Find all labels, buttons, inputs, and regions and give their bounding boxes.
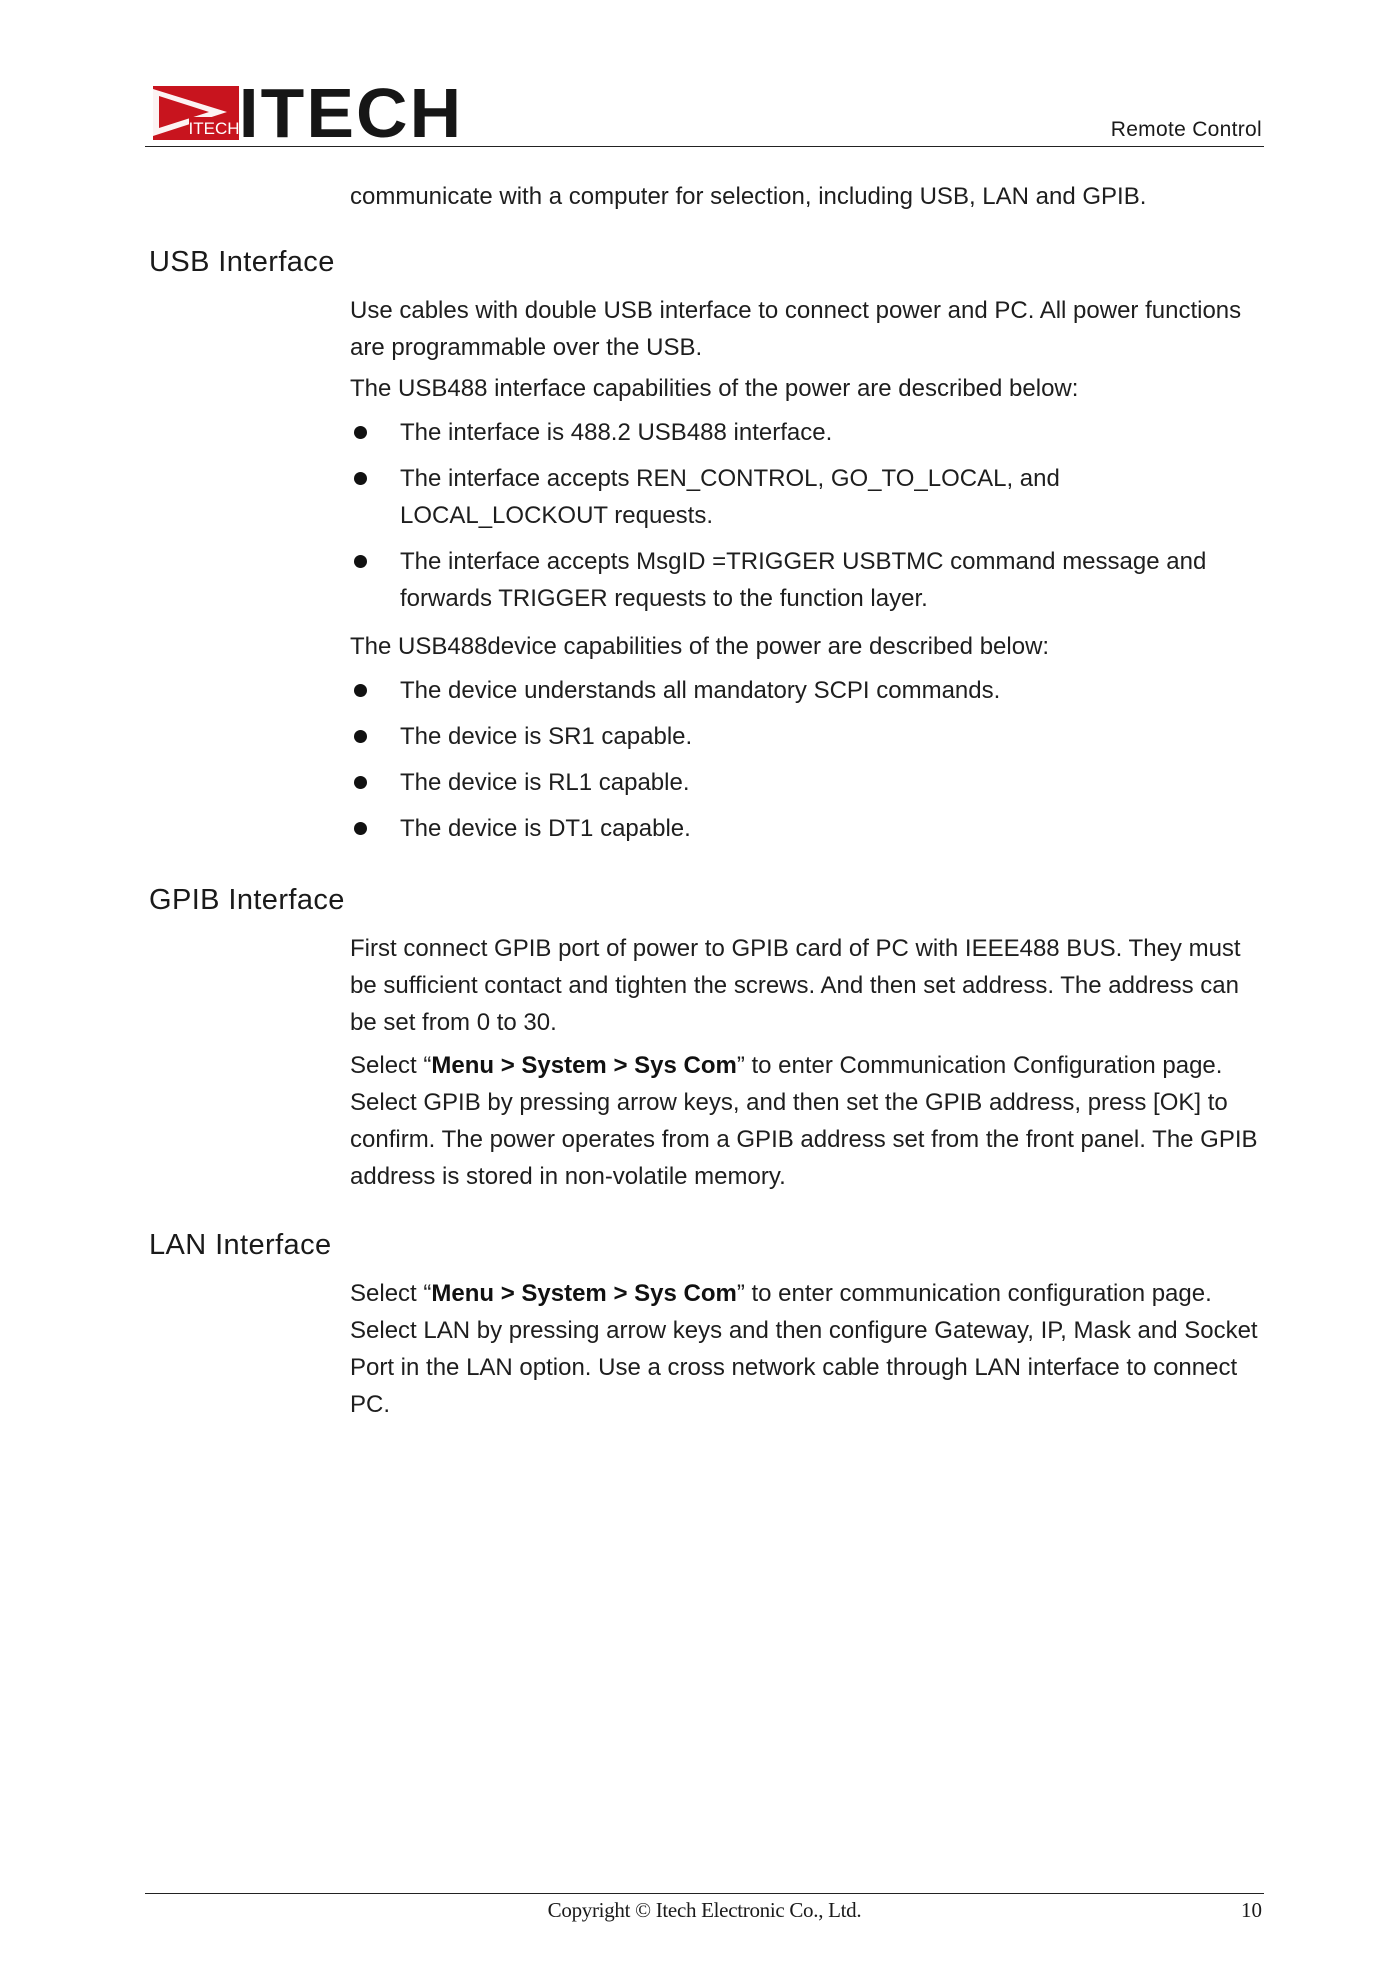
gpib-select-prefix: Select “: [350, 1052, 432, 1079]
lan-interface-heading: LAN Interface: [149, 1229, 332, 1261]
list-item: [350, 543, 1270, 617]
usb-paragraph-2: The USB488 interface capabilities of the power are described below:: [350, 375, 1079, 402]
gpib-paragraph-2: [350, 1047, 1270, 1195]
bullet-icon: [354, 555, 367, 568]
bullet-icon: [354, 730, 367, 743]
logo-mark-text: ITECH: [188, 119, 239, 138]
list-item-text: The interface accepts REN_CONTROL, GO_TO_LOCAL, and LOCAL_LOCKOUT requests.: [400, 465, 1060, 529]
bullet-icon: [354, 426, 367, 439]
list-item-text: The interface accepts MsgID =TRIGGER USBTMC command message and forwards TRIGGER requests to the function layer.: [400, 548, 1207, 612]
section-name: Remote Control: [1110, 118, 1262, 141]
page-header: [145, 74, 1264, 152]
usb-paragraph-1: Use cables with double USB interface to connect power and PC. All power functions are programmable over the USB.: [350, 297, 1242, 361]
itech-logo: [153, 74, 464, 152]
gpib-interface-heading: GPIB Interface: [149, 884, 345, 916]
list-item-text: The interface is 488.2 USB488 interface.: [400, 419, 833, 446]
list-item-text: The device understands all mandatory SCPI commands.: [400, 677, 1001, 704]
copyright-text: Copyright © Itech Electronic Co., Ltd.: [547, 1898, 862, 1922]
list-item-text: The device is RL1 capable.: [400, 769, 690, 796]
list-item: [350, 672, 1270, 709]
logo-wordmark: ITECH: [238, 74, 464, 152]
page-number: 10: [1241, 1898, 1262, 1922]
gpib-menu-path: Menu > System > Sys Com: [431, 1052, 737, 1079]
gpib-select-suffix: ” to enter Communication Configuration page. Select GPIB by pressing arrow keys, and then set the GPIB address, press [OK] to confirm. The power operates from a GPIB address set from the front panel. The GPIB address is stored in non-volatile memory.: [350, 1052, 1258, 1190]
page-footer: [145, 1893, 1264, 1924]
lan-menu-path: Menu > System > Sys Com: [431, 1280, 737, 1307]
itech-logo-mark: [153, 86, 239, 140]
list-item: [350, 810, 1270, 847]
lan-select-prefix: Select “: [350, 1280, 432, 1307]
bullet-icon: [354, 822, 367, 835]
lan-select-suffix: ” to enter communication configuration page. Select LAN by pressing arrow keys and then configure Gateway, IP, Mask and Socket Port in the LAN option. Use a cross network cable through LAN interface to connect PC.: [350, 1280, 1258, 1418]
bullet-icon: [354, 684, 367, 697]
list-item: [350, 460, 1270, 534]
usb-paragraph-3: The USB488device capabilities of the power are described below:: [350, 633, 1050, 660]
list-item-text: The device is DT1 capable.: [400, 815, 691, 842]
list-item: [350, 414, 1270, 451]
bullet-icon: [354, 776, 367, 789]
intro-paragraph: communicate with a computer for selection, including USB, LAN and GPIB.: [350, 183, 1147, 210]
list-item-text: The device is SR1 capable.: [400, 723, 693, 750]
list-item: [350, 764, 1270, 801]
gpib-paragraph-1: First connect GPIB port of power to GPIB card of PC with IEEE488 BUS. They must be sufficient contact and tighten the screws. And then set address. The address can be set from 0 to 30.: [350, 935, 1241, 1036]
usb-interface-heading: USB Interface: [149, 246, 335, 278]
lan-paragraph-1: [350, 1275, 1270, 1423]
list-item: [350, 718, 1270, 755]
bullet-icon: [354, 472, 367, 485]
